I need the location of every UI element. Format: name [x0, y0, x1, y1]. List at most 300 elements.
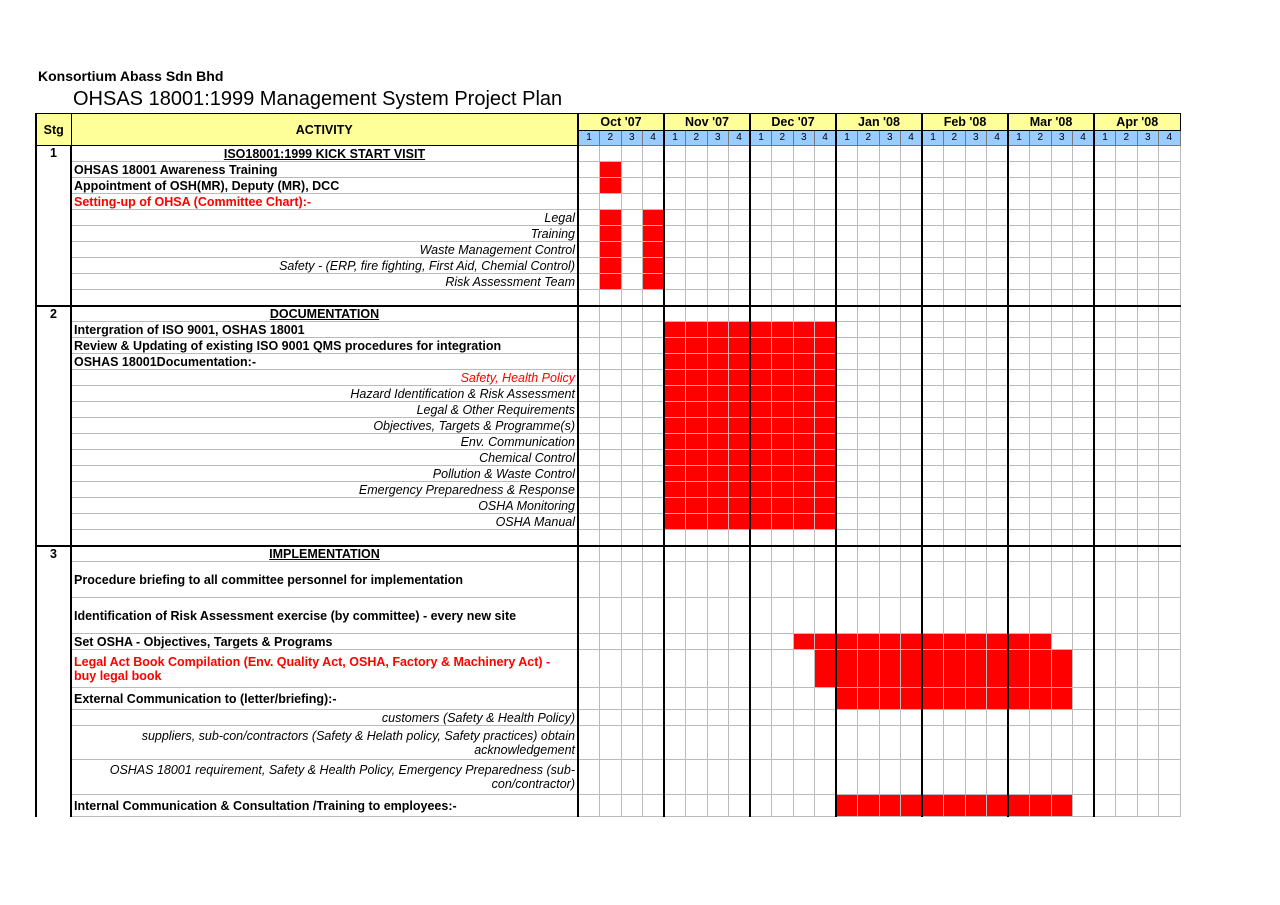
gantt-cell: [621, 258, 643, 274]
gantt-cell: [1116, 418, 1138, 434]
gantt-cell: [836, 710, 858, 726]
gantt-cell: [1030, 710, 1052, 726]
gantt-cell: [1137, 274, 1159, 290]
gantt-cell: [922, 322, 944, 338]
gantt-cell: [1137, 688, 1159, 710]
table-row: [36, 482, 1180, 498]
gantt-cell: [879, 306, 901, 322]
gantt-cell: [1159, 498, 1181, 514]
gantt-cell: [1159, 688, 1181, 710]
gantt-cell: [1030, 402, 1052, 418]
gantt-cell: [643, 194, 665, 210]
gantt-cell: [1116, 322, 1138, 338]
gantt-cell: [987, 466, 1009, 482]
gantt-cell: [621, 598, 643, 634]
gantt-cell: [1159, 466, 1181, 482]
gantt-cell: [643, 710, 665, 726]
gantt-bar-cell: [643, 226, 665, 242]
gantt-cell: [1159, 795, 1181, 817]
gantt-cell: [1116, 258, 1138, 274]
gantt-cell: [922, 514, 944, 530]
gantt-cell: [836, 194, 858, 210]
gantt-cell: [643, 650, 665, 688]
activity-label: Objectives, Targets & Programme(s): [71, 418, 578, 434]
gantt-cell: [664, 795, 686, 817]
gantt-cell: [879, 290, 901, 306]
gantt-cell: [858, 482, 880, 498]
gantt-cell: [1116, 338, 1138, 354]
gantt-cell: [922, 450, 944, 466]
gantt-cell: [1073, 688, 1095, 710]
gantt-cell: [600, 146, 622, 162]
gantt-cell: [578, 274, 600, 290]
gantt-cell: [729, 258, 751, 274]
gantt-bar-cell: [879, 795, 901, 817]
gantt-cell: [1159, 210, 1181, 226]
gantt-cell: [1137, 650, 1159, 688]
gantt-cell: [836, 760, 858, 795]
gantt-cell: [987, 306, 1009, 322]
gantt-cell: [750, 760, 772, 795]
gantt-cell: [922, 290, 944, 306]
gantt-cell: [600, 386, 622, 402]
table-row: [36, 546, 1180, 562]
gantt-cell: [836, 530, 858, 546]
gantt-bar-cell: [793, 322, 815, 338]
gantt-cell: [1073, 482, 1095, 498]
gantt-cell: [1137, 418, 1159, 434]
gantt-cell: [578, 546, 600, 562]
gantt-cell: [578, 338, 600, 354]
gantt-cell: [1008, 760, 1030, 795]
gantt-bar-cell: [1051, 795, 1073, 817]
gantt-cell: [1030, 514, 1052, 530]
gantt-cell: [772, 726, 794, 760]
gantt-cell: [1116, 760, 1138, 795]
gantt-bar-cell: [793, 418, 815, 434]
gantt-bar-cell: [965, 688, 987, 710]
gantt-cell: [643, 530, 665, 546]
gantt-bar-cell: [879, 634, 901, 650]
gantt-cell: [793, 710, 815, 726]
gantt-cell: [922, 760, 944, 795]
gantt-cell: [578, 760, 600, 795]
week-header: 1: [1094, 131, 1116, 146]
gantt-cell: [858, 210, 880, 226]
gantt-cell: [686, 290, 708, 306]
table-row: [36, 466, 1180, 482]
gantt-bar-cell: [944, 688, 966, 710]
gantt-cell: [987, 482, 1009, 498]
gantt-bar-cell: [686, 466, 708, 482]
gantt-bar-cell: [944, 634, 966, 650]
activity-label: OHSAS 18001 Awareness Training: [71, 162, 578, 178]
gantt-cell: [1137, 146, 1159, 162]
gantt-cell: [944, 726, 966, 760]
gantt-cell: [1094, 434, 1116, 450]
gantt-bar-cell: [600, 162, 622, 178]
gantt-cell: [772, 710, 794, 726]
week-header: 2: [686, 131, 708, 146]
stage-number: [36, 338, 71, 354]
gantt-bar-cell: [815, 338, 837, 354]
gantt-cell: [793, 162, 815, 178]
gantt-cell: [600, 306, 622, 322]
gantt-cell: [1051, 210, 1073, 226]
gantt-bar-cell: [729, 498, 751, 514]
gantt-cell: [987, 598, 1009, 634]
activity-label: Procedure briefing to all committee personnel for implementation: [71, 562, 578, 598]
gantt-cell: [772, 274, 794, 290]
gantt-cell: [664, 146, 686, 162]
gantt-cell: [1137, 322, 1159, 338]
gantt-bar-cell: [686, 418, 708, 434]
gantt-cell: [621, 726, 643, 760]
gantt-cell: [793, 650, 815, 688]
activity-label: Pollution & Waste Control: [71, 466, 578, 482]
gantt-cell: [664, 562, 686, 598]
gantt-cell: [987, 386, 1009, 402]
gantt-cell: [987, 338, 1009, 354]
gantt-cell: [729, 162, 751, 178]
gantt-cell: [793, 546, 815, 562]
gantt-cell: [1008, 290, 1030, 306]
gantt-cell: [965, 466, 987, 482]
gantt-cell: [772, 242, 794, 258]
gantt-cell: [1030, 226, 1052, 242]
gantt-cell: [858, 710, 880, 726]
gantt-cell: [987, 242, 1009, 258]
gantt-cell: [793, 194, 815, 210]
gantt-cell: [858, 760, 880, 795]
activity-label: OSHAS 18001Documentation:-: [71, 354, 578, 370]
gantt-cell: [836, 562, 858, 598]
gantt-cell: [858, 162, 880, 178]
gantt-bar-cell: [793, 450, 815, 466]
gantt-cell: [836, 322, 858, 338]
gantt-cell: [944, 306, 966, 322]
gantt-cell: [901, 466, 923, 482]
gantt-cell: [750, 178, 772, 194]
gantt-cell: [621, 710, 643, 726]
gantt-cell: [815, 162, 837, 178]
gantt-cell: [1051, 290, 1073, 306]
gantt-cell: [729, 760, 751, 795]
gantt-cell: [879, 434, 901, 450]
gantt-cell: [793, 795, 815, 817]
gantt-cell: [1073, 322, 1095, 338]
gantt-cell: [901, 306, 923, 322]
week-header: 2: [772, 131, 794, 146]
gantt-cell: [815, 760, 837, 795]
gantt-bar-cell: [664, 354, 686, 370]
gantt-cell: [858, 274, 880, 290]
gantt-cell: [1116, 242, 1138, 258]
table-row: [36, 498, 1180, 514]
gantt-cell: [750, 242, 772, 258]
gantt-cell: [664, 290, 686, 306]
gantt-cell: [772, 760, 794, 795]
gantt-bar-cell: [729, 434, 751, 450]
gantt-cell: [578, 402, 600, 418]
gantt-cell: [1073, 210, 1095, 226]
table-row: [36, 354, 1180, 370]
gantt-cell: [578, 146, 600, 162]
gantt-cell: [836, 450, 858, 466]
gantt-cell: [1137, 290, 1159, 306]
table-row: [36, 226, 1180, 242]
gantt-cell: [1094, 498, 1116, 514]
gantt-cell: [901, 498, 923, 514]
stage-number: [36, 322, 71, 338]
week-header: 3: [1051, 131, 1073, 146]
gantt-cell: [1159, 274, 1181, 290]
gantt-cell: [1008, 546, 1030, 562]
gantt-cell: [600, 530, 622, 546]
gantt-cell: [1094, 546, 1116, 562]
gantt-cell: [1159, 598, 1181, 634]
gantt-bar-cell: [793, 402, 815, 418]
gantt-cell: [1030, 530, 1052, 546]
gantt-cell: [1030, 370, 1052, 386]
gantt-cell: [1073, 450, 1095, 466]
gantt-cell: [901, 274, 923, 290]
gantt-cell: [1051, 386, 1073, 402]
gantt-cell: [1008, 498, 1030, 514]
gantt-cell: [965, 498, 987, 514]
gantt-cell: [987, 322, 1009, 338]
gantt-cell: [1094, 795, 1116, 817]
gantt-cell: [707, 306, 729, 322]
gantt-cell: [729, 146, 751, 162]
gantt-cell: [1116, 290, 1138, 306]
gantt-cell: [793, 306, 815, 322]
gantt-cell: [987, 450, 1009, 466]
gantt-bar-cell: [793, 338, 815, 354]
gantt-cell: [1051, 634, 1073, 650]
gantt-bar-cell: [750, 402, 772, 418]
gantt-cell: [793, 210, 815, 226]
month-header: Feb '08: [922, 114, 1008, 131]
month-header: Nov '07: [664, 114, 750, 131]
gantt-cell: [879, 418, 901, 434]
gantt-cell: [901, 290, 923, 306]
gantt-bar-cell: [664, 514, 686, 530]
gantt-cell: [965, 178, 987, 194]
stage-number: 2: [36, 306, 71, 322]
gantt-cell: [965, 450, 987, 466]
gantt-cell: [1051, 322, 1073, 338]
stage-number: 3: [36, 546, 71, 562]
gantt-cell: [1159, 402, 1181, 418]
gantt-cell: [1137, 514, 1159, 530]
gantt-cell: [1159, 194, 1181, 210]
gantt-cell: [922, 466, 944, 482]
gantt-cell: [1073, 178, 1095, 194]
gantt-cell: [1137, 482, 1159, 498]
gantt-cell: [686, 274, 708, 290]
gantt-bar-cell: [729, 466, 751, 482]
gantt-cell: [664, 178, 686, 194]
gantt-cell: [750, 194, 772, 210]
gantt-cell: [600, 726, 622, 760]
gantt-cell: [944, 466, 966, 482]
gantt-cell: [836, 146, 858, 162]
gantt-bar-cell: [686, 498, 708, 514]
gantt-cell: [901, 726, 923, 760]
gantt-cell: [643, 562, 665, 598]
gantt-cell: [1116, 562, 1138, 598]
gantt-cell: [1073, 562, 1095, 598]
gantt-cell: [965, 760, 987, 795]
gantt-bar-cell: [987, 688, 1009, 710]
stage-number: [36, 795, 71, 817]
gantt-cell: [793, 760, 815, 795]
gantt-cell: [729, 274, 751, 290]
gantt-cell: [987, 290, 1009, 306]
gantt-cell: [1137, 178, 1159, 194]
gantt-bar-cell: [750, 338, 772, 354]
gantt-cell: [1030, 498, 1052, 514]
gantt-cell: [729, 795, 751, 817]
gantt-cell: [965, 210, 987, 226]
gantt-cell: [1137, 162, 1159, 178]
gantt-cell: [1116, 598, 1138, 634]
week-header: 3: [879, 131, 901, 146]
gantt-cell: [965, 434, 987, 450]
gantt-cell: [1073, 710, 1095, 726]
gantt-cell: [1008, 194, 1030, 210]
gantt-cell: [729, 290, 751, 306]
gantt-cell: [1116, 546, 1138, 562]
gantt-cell: [664, 634, 686, 650]
gantt-cell: [578, 562, 600, 598]
gantt-cell: [1137, 306, 1159, 322]
gantt-cell: [707, 760, 729, 795]
gantt-cell: [1137, 194, 1159, 210]
gantt-cell: [836, 242, 858, 258]
gantt-bar-cell: [750, 354, 772, 370]
gantt-cell: [621, 162, 643, 178]
gantt-cell: [1094, 322, 1116, 338]
gantt-cell: [1073, 598, 1095, 634]
gantt-cell: [1094, 450, 1116, 466]
gantt-bar-cell: [729, 322, 751, 338]
gantt-cell: [879, 546, 901, 562]
gantt-bar-cell: [729, 402, 751, 418]
gantt-cell: [1137, 634, 1159, 650]
gantt-cell: [750, 290, 772, 306]
gantt-cell: [1030, 146, 1052, 162]
gantt-cell: [879, 210, 901, 226]
gantt-cell: [578, 178, 600, 194]
gantt-cell: [686, 306, 708, 322]
gantt-cell: [836, 210, 858, 226]
gantt-cell: [965, 258, 987, 274]
gantt-cell: [600, 562, 622, 598]
gantt-cell: [729, 546, 751, 562]
gantt-cell: [621, 338, 643, 354]
gantt-cell: [1094, 418, 1116, 434]
gantt-cell: [1094, 634, 1116, 650]
gantt-bar-cell: [1030, 650, 1052, 688]
week-header: 2: [944, 131, 966, 146]
activity-label: Legal Act Book Compilation (Env. Quality Act, OSHA, Factory & Machinery Act) - buy legal book: [71, 650, 578, 688]
gantt-cell: [729, 530, 751, 546]
gantt-cell: [707, 178, 729, 194]
gantt-cell: [1073, 434, 1095, 450]
gantt-bar-cell: [664, 322, 686, 338]
gantt-cell: [1051, 242, 1073, 258]
gantt-cell: [987, 726, 1009, 760]
gantt-cell: [707, 194, 729, 210]
gantt-cell: [578, 598, 600, 634]
gantt-cell: [1073, 402, 1095, 418]
stage-number: [36, 598, 71, 634]
gantt-cell: [1051, 760, 1073, 795]
gantt-cell: [1073, 466, 1095, 482]
gantt-cell: [1094, 598, 1116, 634]
gantt-cell: [1008, 146, 1030, 162]
activity-label: Legal & Other Requirements: [71, 402, 578, 418]
gantt-cell: [965, 482, 987, 498]
gantt-cell: [987, 530, 1009, 546]
activity-label: Emergency Preparedness & Response: [71, 482, 578, 498]
gantt-cell: [1116, 210, 1138, 226]
gantt-cell: [1159, 290, 1181, 306]
gantt-cell: [707, 274, 729, 290]
gantt-cell: [793, 290, 815, 306]
gantt-cell: [1116, 688, 1138, 710]
gantt-cell: [1030, 306, 1052, 322]
gantt-cell: [1094, 466, 1116, 482]
gantt-cell: [815, 210, 837, 226]
gantt-cell: [600, 418, 622, 434]
gantt-cell: [901, 418, 923, 434]
gantt-cell: [836, 546, 858, 562]
gantt-cell: [621, 466, 643, 482]
stage-number: [36, 226, 71, 242]
activity-label: Training: [71, 226, 578, 242]
table-row: [36, 514, 1180, 530]
gantt-bar-cell: [901, 650, 923, 688]
gantt-cell: [965, 386, 987, 402]
gantt-cell: [1008, 386, 1030, 402]
gantt-cell: [815, 598, 837, 634]
gantt-cell: [643, 795, 665, 817]
gantt-cell: [750, 258, 772, 274]
gantt-cell: [729, 650, 751, 688]
gantt-bar-cell: [793, 370, 815, 386]
gantt-cell: [729, 306, 751, 322]
stage-number: [36, 258, 71, 274]
week-header: 4: [643, 131, 665, 146]
gantt-cell: [1159, 710, 1181, 726]
gantt-cell: [686, 726, 708, 760]
gantt-bar-cell: [664, 402, 686, 418]
gantt-cell: [621, 498, 643, 514]
gantt-cell: [965, 290, 987, 306]
gantt-bar-cell: [729, 514, 751, 530]
gantt-cell: [621, 650, 643, 688]
gantt-cell: [1073, 338, 1095, 354]
gantt-cell: [664, 598, 686, 634]
gantt-cell: [772, 178, 794, 194]
gantt-cell: [922, 242, 944, 258]
gantt-cell: [686, 650, 708, 688]
gantt-cell: [643, 354, 665, 370]
gantt-cell: [1159, 338, 1181, 354]
